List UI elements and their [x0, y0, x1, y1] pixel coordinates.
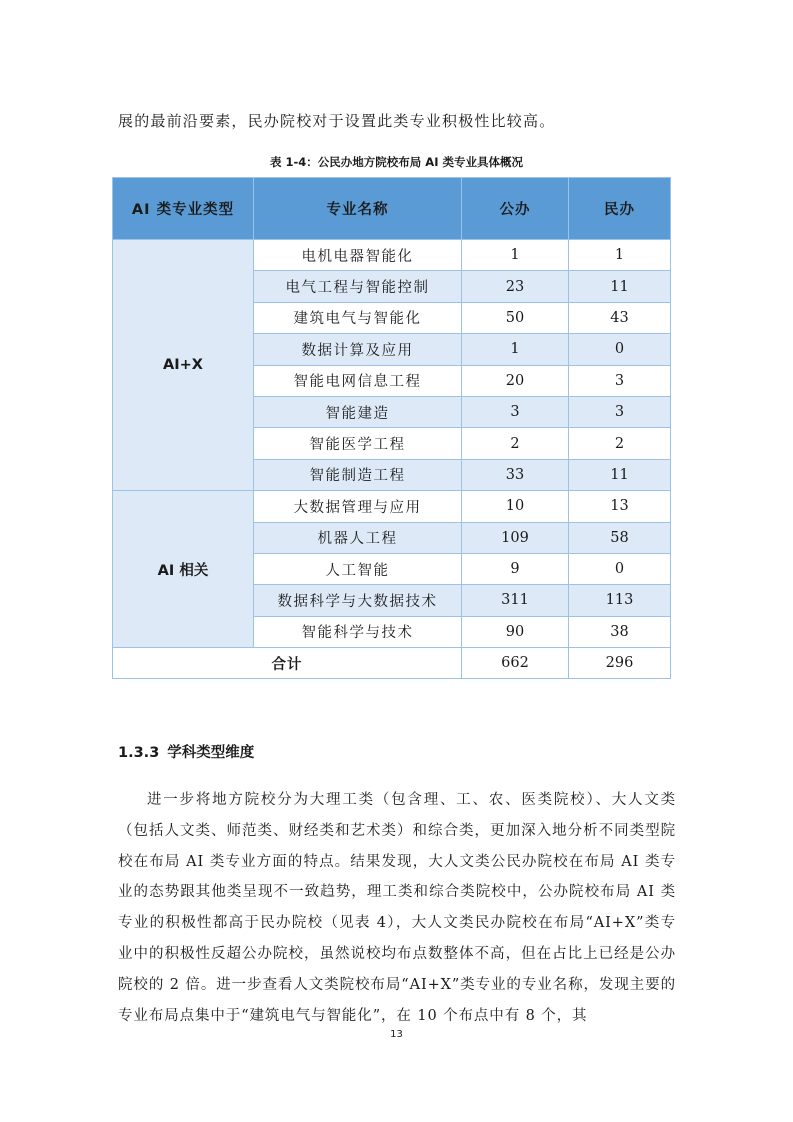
header-type: AI 类专业类型: [113, 178, 254, 240]
public-count: 2: [462, 428, 569, 459]
table-caption: 表 1-4：公民办地方院校布局 AI 类专业具体概况: [270, 155, 523, 169]
major-name: 数据计算及应用: [254, 334, 462, 365]
total-private: 296: [569, 648, 671, 679]
private-count: 3: [569, 396, 671, 427]
intro-line: 展的最前沿要素，民办院校对于设置此类专业积极性比较高。: [118, 112, 556, 130]
table-row: [113, 240, 671, 271]
total-public: 662: [462, 648, 569, 679]
private-count: 58: [569, 522, 671, 553]
ai-major-table: [112, 177, 671, 679]
major-name: 智能电网信息工程: [254, 365, 462, 396]
private-count: 0: [569, 553, 671, 584]
private-count: 11: [569, 271, 671, 302]
private-count: 3: [569, 365, 671, 396]
public-count: 10: [462, 491, 569, 522]
major-name: 机器人工程: [254, 522, 462, 553]
table-total-row: [113, 648, 671, 679]
major-name: 电气工程与智能控制: [254, 271, 462, 302]
major-name: 智能科学与技术: [254, 616, 462, 647]
private-count: 0: [569, 334, 671, 365]
major-name: 人工智能: [254, 553, 462, 584]
private-count: 43: [569, 302, 671, 333]
public-count: 23: [462, 271, 569, 302]
header-public: 公办: [462, 178, 569, 240]
major-name: 智能医学工程: [254, 428, 462, 459]
public-count: 311: [462, 585, 569, 616]
header-private: 民办: [569, 178, 671, 240]
private-count: 1: [569, 240, 671, 271]
private-count: 2: [569, 428, 671, 459]
group-ai-related: AI 相关: [113, 491, 254, 648]
major-name: 智能建造: [254, 396, 462, 427]
header-name: 专业名称: [254, 178, 462, 240]
public-count: 109: [462, 522, 569, 553]
major-name: 电机电器智能化: [254, 240, 462, 271]
public-count: 3: [462, 396, 569, 427]
group-ai-x: AI+X: [113, 240, 254, 491]
section-heading: [118, 741, 254, 762]
table-header-row: [113, 178, 671, 240]
major-name: 数据科学与大数据技术: [254, 585, 462, 616]
public-count: 1: [462, 240, 569, 271]
major-name: 大数据管理与应用: [254, 491, 462, 522]
private-count: 13: [569, 491, 671, 522]
major-name: 智能制造工程: [254, 459, 462, 490]
public-count: 33: [462, 459, 569, 490]
private-count: 38: [569, 616, 671, 647]
public-count: 90: [462, 616, 569, 647]
section-paragraph: 进一步将地方院校分为大理工类（包含理、工、农、医类院校）、大人文类（包括人文类、师范类、财经类和艺术类）和综合类，更加深入地分析不同类型院校在布局 AI 类专业方面的特点。结果发现，大人文类公民办院校在布局 AI 类专业的态势跟其他类呈现不一致趋势，理工类和综合类院校中，公办院校布局 AI 类专业的积极性都高于民办院校（见表 4），大人文类民办院校在布局“AI+X”类专业中的积极性反超公办院校，虽然说校均布点数整体不高，但在占比上已经是公办院校的 2 倍。进一步查看人文类院校布局“AI+X”类专业的专业名称，发现主要的专业布局点集中于“建筑电气与智能化”，在 10 个布点中有 8 个，其: [118, 792, 676, 1024]
major-name: 建筑电气与智能化: [254, 302, 462, 333]
table-row: [113, 491, 671, 522]
page-number: 13: [390, 1029, 403, 1040]
public-count: 20: [462, 365, 569, 396]
section-title: 学科类型维度: [167, 745, 255, 761]
private-count: 113: [569, 585, 671, 616]
public-count: 50: [462, 302, 569, 333]
public-count: 1: [462, 334, 569, 365]
section-number: 1.3.3: [118, 745, 160, 761]
total-label: 合计: [113, 648, 462, 679]
public-count: 9: [462, 553, 569, 584]
private-count: 11: [569, 459, 671, 490]
